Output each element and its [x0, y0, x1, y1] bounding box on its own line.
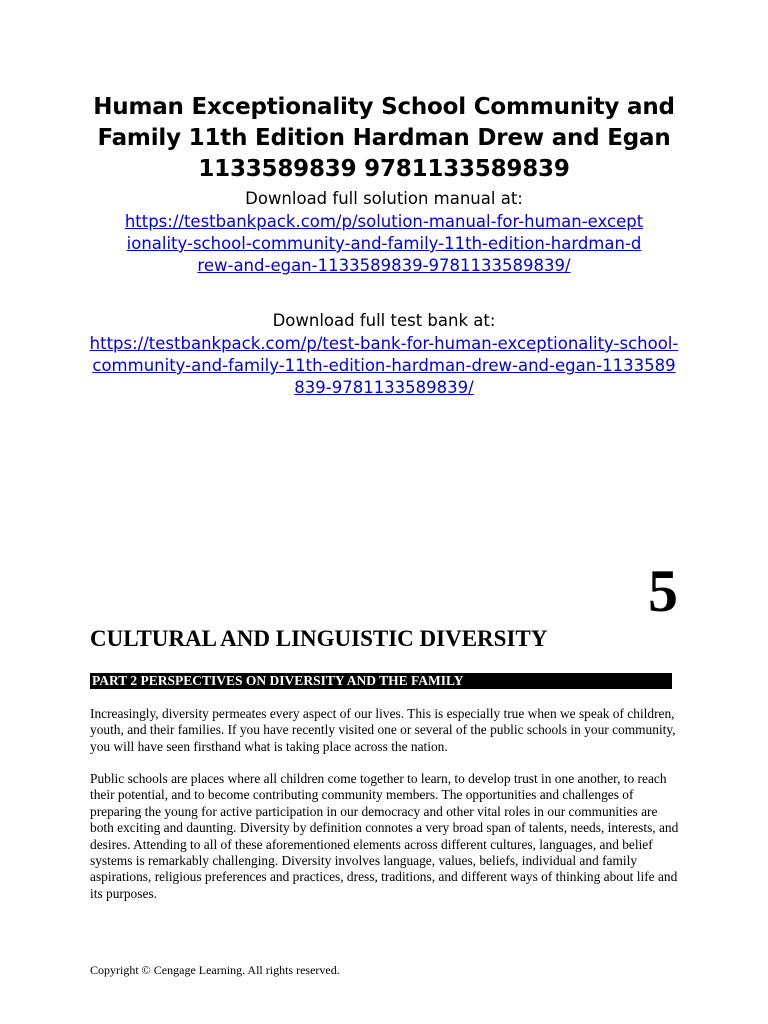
document-title: Human Exceptionality School Community and Family 11th Edition Hardman Drew and Egan 1133589839 9781133589839 [93, 94, 675, 182]
test-bank-label: Download full test bank at: [272, 311, 496, 330]
body-paragraph: Increasingly, diversity permeates every aspect of our lives. This is especially true when we speak of children, youth, and their families. If you have recently visited one or several of the public schools in your community, you will have seen firsthand what is taking place across the nation. [90, 706, 676, 754]
chapter-title: CULTURAL AND LINGUISTIC DIVERSITY [90, 626, 548, 651]
chapter-number: 5 [648, 558, 678, 624]
copyright-footer: Copyright © Cengage Learning. All rights reserved. [90, 963, 340, 977]
spacer [60, 277, 708, 307]
test-bank-link[interactable]: https://testbankpack.com/p/test-bank-for-human-exceptionality-school-community-and-family-11th-edition-hardman-drew-and-egan-1133589839-9781133589839/ [89, 334, 679, 397]
part-heading-bar: PART 2 PERSPECTIVES ON DIVERSITY AND THE FAMILY [90, 673, 672, 689]
body-paragraph: Public schools are places where all children come together to learn, to develop trust in one another, to reach their potential, and to become contributing community members. The opportunities and challenges of preparing the young for active participation in our democracy and other vital roles in our communities are both exciting and daunting. Diversity by definition connotes a very broad span of talents, needs, interests, and desires. Attending to all of these aforementioned elements across different cultures, languages, and belief systems is remarkably challenging. Diversity involves language, values, beliefs, individual and family aspirations, religious preferences and practices, dress, traditions, and different ways of thinking about life and its purposes. [90, 771, 679, 901]
solution-manual-label: Download full solution manual at: [245, 189, 523, 208]
solution-manual-link[interactable]: https://testbankpack.com/p/solution-manual-for-human-exceptionality-school-community-and-family-11th-edition-hardman-drew-and-egan-1133589839-9781133589839/ [124, 212, 644, 275]
download-header [60, 92, 708, 399]
